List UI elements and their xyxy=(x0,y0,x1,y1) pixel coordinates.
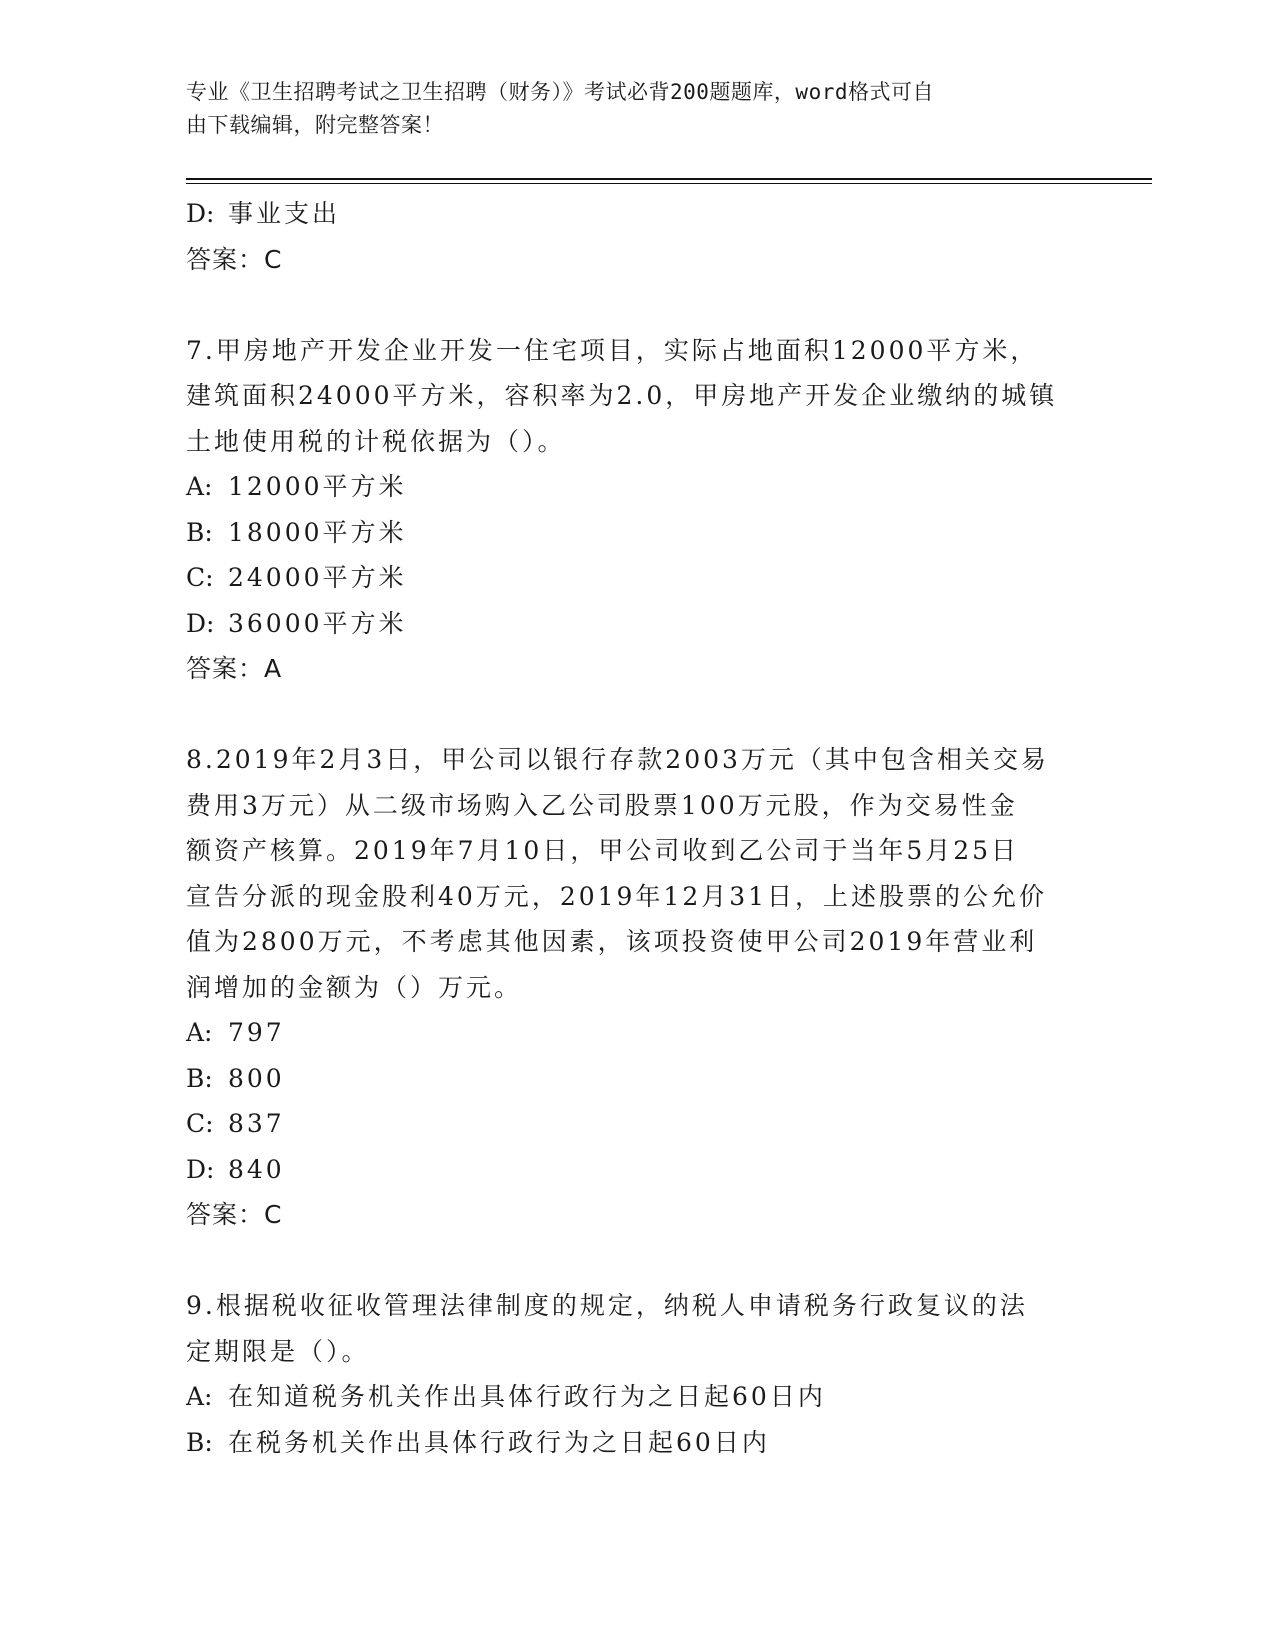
header-rule-thin xyxy=(186,183,1152,184)
option-text: 837 xyxy=(228,1109,285,1138)
option-key: C: xyxy=(186,563,214,592)
question-8-line-1: 8.2019年2月3日，甲公司以银行存款2003万元（其中包含相关交易 xyxy=(186,745,1049,774)
spacer xyxy=(186,692,1086,738)
prev-option-d xyxy=(186,191,1086,237)
question-9-option-b xyxy=(186,1420,1086,1466)
question-8-option-a xyxy=(186,1010,1086,1056)
option-text: 在税务机关作出具体行政行为之日起60日内 xyxy=(228,1427,770,1457)
question-8-line-6: 润增加的金额为（）万元。 xyxy=(186,972,523,1002)
header-line-2: 由下载编辑，附完整答案！ xyxy=(186,113,444,137)
page-header xyxy=(186,76,1066,142)
question-7-line-1: 7.甲房地产开发企业开发一住宅项目，实际占地面积12000平方米， xyxy=(186,335,1039,365)
option-key: B: xyxy=(186,1063,213,1093)
question-7-answer: 答案：A xyxy=(186,654,283,683)
option-text: 事业支出 xyxy=(228,199,341,228)
question-content xyxy=(186,191,1086,1465)
option-key: D: xyxy=(186,1154,215,1184)
header-rule-thick xyxy=(186,178,1152,180)
question-8-line-3: 额资产核算。2019年7月10日，甲公司收到乙公司于当年5月25日 xyxy=(186,836,1020,865)
option-key: A: xyxy=(186,472,213,501)
option-text: 12000平方米 xyxy=(228,472,407,501)
question-8-answer: 答案：C xyxy=(186,1200,283,1229)
option-key: B: xyxy=(186,1427,213,1457)
prev-answer: 答案：C xyxy=(186,244,283,274)
option-text: 797 xyxy=(228,1018,285,1047)
question-8-option-b xyxy=(186,1056,1086,1102)
question-7-line-3: 土地使用税的计税依据为（）。 xyxy=(186,426,566,456)
spacer xyxy=(186,282,1086,328)
question-9-option-a xyxy=(186,1374,1086,1420)
option-key: D: xyxy=(186,608,215,638)
question-7-option-c xyxy=(186,555,1086,601)
question-8 xyxy=(186,737,1086,1238)
question-8-option-d xyxy=(186,1147,1086,1193)
option-text: 36000平方米 xyxy=(228,608,407,638)
option-text: 18000平方米 xyxy=(228,517,407,547)
option-key: C: xyxy=(186,1109,214,1138)
question-7-option-b xyxy=(186,510,1086,556)
question-8-option-c xyxy=(186,1101,1086,1147)
question-7-option-a xyxy=(186,464,1086,510)
question-9 xyxy=(186,1283,1086,1465)
question-8-line-5: 值为2800万元，不考虑其他因素，该项投资使甲公司2019年营业利 xyxy=(186,927,1038,956)
option-key: A: xyxy=(186,1018,213,1047)
question-9-line-1: 9.根据税收征收管理法律制度的规定，纳税人申请税务行政复议的法 xyxy=(186,1291,1028,1320)
question-7 xyxy=(186,328,1086,692)
option-key: D: xyxy=(186,199,215,228)
question-9-line-2: 定期限是（）。 xyxy=(186,1336,370,1366)
option-text: 24000平方米 xyxy=(228,563,407,592)
question-8-line-2: 费用3万元）从二级市场购入乙公司股票100万元股，作为交易性金 xyxy=(186,790,1018,820)
option-key: A: xyxy=(186,1382,213,1411)
option-text: 840 xyxy=(228,1154,285,1184)
option-text: 800 xyxy=(228,1063,285,1093)
header-line-1: 专业《卫生招聘考试之卫生招聘（财务）》考试必背200题题库，word格式可自 xyxy=(186,80,934,104)
question-7-option-d xyxy=(186,601,1086,647)
option-key: B: xyxy=(186,517,213,547)
question-7-line-2: 建筑面积24000平方米，容积率为2.0，甲房地产开发企业缴纳的城镇 xyxy=(186,381,1058,410)
option-text: 在知道税务机关作出具体行政行为之日起60日内 xyxy=(228,1382,826,1411)
question-8-line-4: 宣告分派的现金股利40万元，2019年12月31日，上述股票的公允价 xyxy=(186,881,1048,911)
spacer xyxy=(186,1238,1086,1284)
